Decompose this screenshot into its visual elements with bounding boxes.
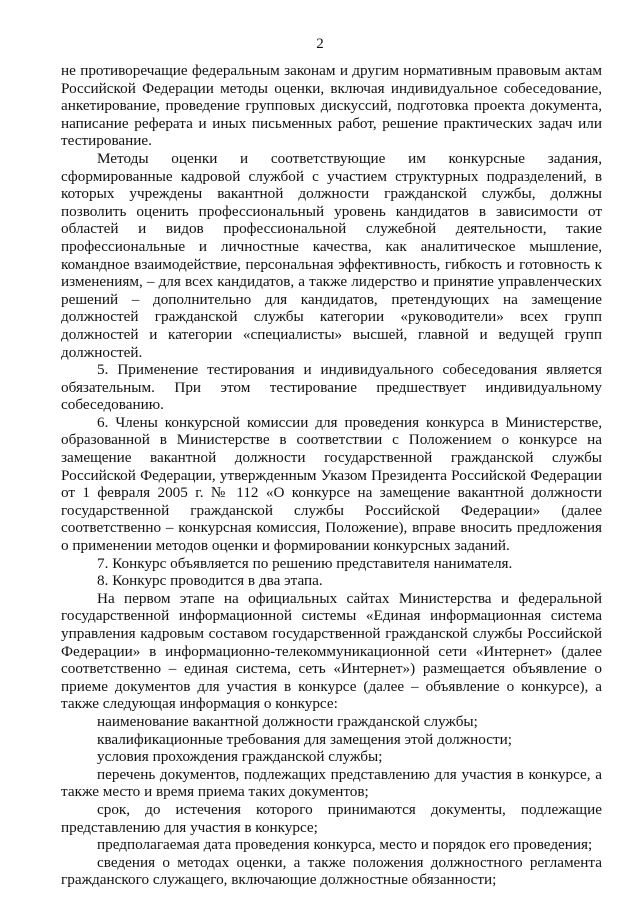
list-item-qualification: квалификационные требования для замещения этой должности; [97, 730, 513, 748]
page-number: 2 [316, 36, 324, 52]
body-text [61, 62, 602, 889]
paragraph-item-7: 7. Конкурс объявляется по решению представителя нанимателя. [97, 554, 513, 572]
paragraph-item-8: 8. Конкурс проводится в два этапа. [97, 572, 323, 590]
list-item-service-conditions: условия прохождения гражданской службы; [97, 748, 383, 766]
list-item-position-name: наименование вакантной должности гражданской службы; [97, 712, 478, 730]
list-item-assessment-methods: сведения о методах оценки, а также положения должностного регламента гражданского служащего, включающие должностные обязанности; [61, 853, 602, 889]
paragraph-item-6: 6. Члены конкурсной комиссии для проведения конкурса в Министерстве, образованной в Министерстве в соответствии с Положением о конкурсе на замещение вакантной должности государственной гражданской службы Российской Федерации, утвержденным Указом Президента Российской Федерации от 1 февраля 2005 г. № 112 «О конкурсе на замещение вакантной должности государственной гражданской службы Российской Федерации» (далее соответственно – конкурсная комиссия, Положение), вправе вносить предложения о применении методов оценки и формировании конкурсных заданий. [61, 413, 602, 555]
paragraph-methods-list: не противоречащие федеральным законам и другим нормативным правовым актам Российской Федерации методы оценки, включая индивидуальное собеседование, анкетирование, проведение групповых дискуссий, подготовка проекта документа, написание реферата и иных письменных работ, решение практических задач или тестирование. [61, 62, 602, 150]
list-item-documents: перечень документов, подлежащих представлению для участия в конкурсе, а также место и время приема таких документов; [61, 765, 602, 801]
paragraph-first-stage: На первом этапе на официальных сайтах Министерства и федеральной государственной информационной системы «Единая информационная система управления кадровым составом государственной гражданской службы Российской Федерации» в информационно-телекоммуникационной сети «Интернет» (далее соответственно – единая система, сеть «Интернет») размещается объявление о приеме документов для участия в конкурсе (далее – объявление о конкурсе), а также следующая информация о конкурсе: [61, 589, 602, 713]
paragraph-methods-and-tasks: Методы оценки и соответствующие им конкурсные задания, сформированные кадровой службой с участием структурных подразделений, в которых учреждены вакантной должности гражданской службы, должны позволить оценить профессиональный уровень кандидатов в зависимости от областей и видов профессиональной служебной деятельности, такие профессиональные и личностные качества, как аналитическое мышление, командное взаимодействие, персональная эффективность, гибкость и готовность к изменениям, – для всех кандидатов, а также лидерство и принятие управленческих решений – дополнительно для кандидатов, претендующих на замещение должностей гражданской службы категории «руководители» всех групп должностей и категории «специалисты» высшей, главной и ведущей групп должностей. [61, 149, 602, 361]
list-item-date-place: предполагаемая дата проведения конкурса, место и порядок его проведения; [97, 836, 593, 854]
paragraph-item-5: 5. Применение тестирования и индивидуального собеседования является обязательным. При этом тестирование предшествует индивидуальному собеседованию. [61, 361, 602, 414]
list-item-deadline: срок, до истечения которого принимаются документы, подлежащие представлению для участия в конкурсе; [61, 800, 602, 836]
